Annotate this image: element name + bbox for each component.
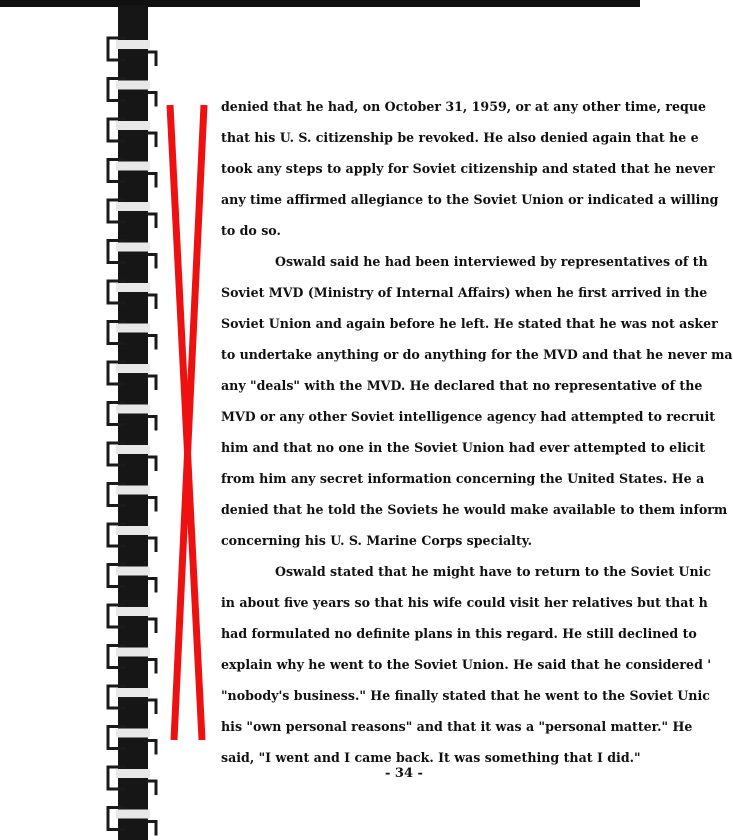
text-line: said, "I went and I came back. It was something that I did." <box>221 750 641 765</box>
text-line: to undertake anything or do anything for the MVD and that he never ma <box>221 347 733 362</box>
red-x-margin-mark <box>160 100 220 750</box>
text-line: Oswald said he had been interviewed by representatives of th <box>275 254 708 269</box>
text-line: explain why he went to the Soviet Union. He said that he considered ' <box>221 657 712 672</box>
memo-body-text <box>221 91 733 773</box>
text-line: his "own personal reasons" and that it was a "personal matter." He <box>221 719 693 734</box>
spiral-binding <box>0 0 170 840</box>
binding-coil-highlight <box>116 729 150 738</box>
binding-coil-highlight <box>116 364 150 373</box>
binding-coil-highlight <box>116 243 150 252</box>
text-line: from him any secret information concerning the United States. He a <box>221 471 705 486</box>
binding-coil-highlight <box>116 810 150 819</box>
text-line: MVD or any other Soviet intelligence agency had attempted to recruit <box>221 409 716 424</box>
binding-coil-highlight <box>116 81 150 90</box>
binding-coil-highlight <box>116 202 150 211</box>
binding-coil-highlight <box>116 486 150 495</box>
binding-coil-highlight <box>116 283 150 292</box>
text-line: Oswald stated that he might have to return to the Soviet Unic <box>275 564 712 579</box>
text-line: took any steps to apply for Soviet citizenship and stated that he never <box>221 161 715 176</box>
binding-coil-highlight <box>116 567 150 576</box>
text-line: any time affirmed allegiance to the Soviet Union or indicated a willing <box>221 192 719 207</box>
binding-coil-highlight <box>116 688 150 697</box>
text-line: denied that he told the Soviets he would make available to them inform <box>221 502 728 517</box>
binding-coil-highlight <box>116 445 150 454</box>
text-line: had formulated no definite plans in this regard. He still declined to <box>221 626 697 641</box>
text-line: concerning his U. S. Marine Corps specialty. <box>221 533 533 548</box>
text-line: denied that he had, on October 31, 1959, or at any other time, reque <box>221 99 707 114</box>
binding-coil-highlight <box>116 769 150 778</box>
binding-coil-highlight <box>116 121 150 130</box>
text-line: that his U. S. citizenship be revoked. He also denied again that he e <box>221 130 699 145</box>
text-line: him and that no one in the Soviet Union had ever attempted to elicit <box>221 440 706 455</box>
binding-coil-highlight <box>116 162 150 171</box>
binding-coil-highlight <box>116 324 150 333</box>
text-line: Soviet Union and again before he left. He stated that he was not asker <box>221 316 718 331</box>
text-line: "nobody's business." He finally stated that he went to the Soviet Unic <box>221 688 710 703</box>
text-line: to do so. <box>221 223 281 238</box>
binding-coil-highlight <box>116 526 150 535</box>
binding-coil-highlight <box>116 40 150 49</box>
text-line: in about five years so that his wife could visit her relatives but that h <box>221 595 708 610</box>
binding-coil-highlight <box>116 405 150 414</box>
binding-coil-highlight <box>116 607 150 616</box>
binding-coil-highlight <box>116 648 150 657</box>
text-line: any "deals" with the MVD. He declared that no representative of the <box>221 378 703 393</box>
text-line: Soviet MVD (Ministry of Internal Affairs) when he first arrived in the <box>221 285 708 300</box>
page-number: - 34 - <box>385 766 423 781</box>
